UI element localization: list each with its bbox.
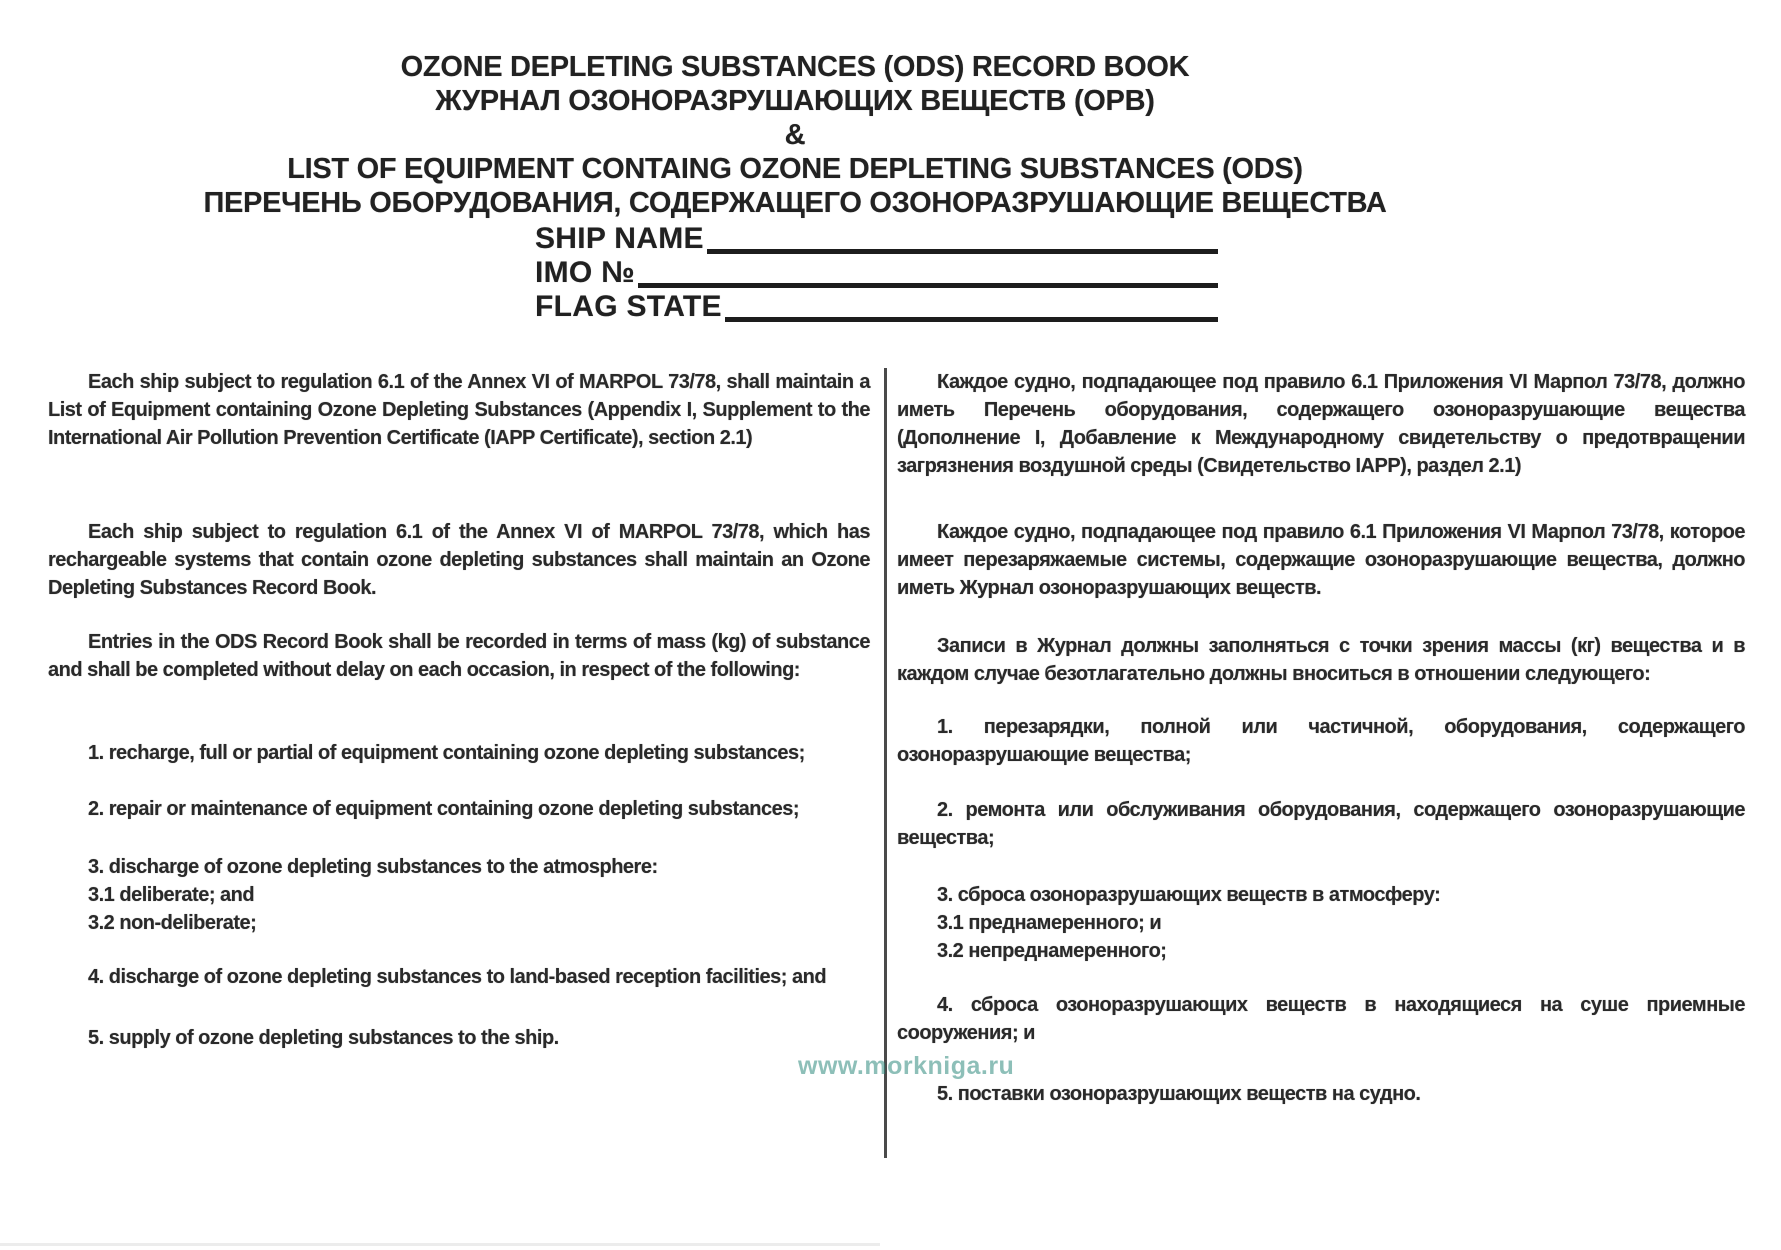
title-line-en-record-book: OZONE DEPLETING SUBSTANCES (ODS) RECORD BOOK (400, 51, 1190, 83)
watermark-morkniga: www.morkniga.ru (798, 1052, 1015, 1080)
title-line-en-list-of-equipment: LIST OF EQUIPMENT CONTAING OZONE DEPLETING SUBSTANCES (ODS) (287, 153, 1303, 185)
en-paragraph-3: Entries in the ODS Record Book shall be recorded in terms of mass (kg) of substance and shall be completed without delay on each occasion, in respect of the following: (48, 631, 870, 681)
en-paragraph-1: Each ship subject to regulation 6.1 of the Annex VI of MARPOL 73/78, shall maintain a List of Equipment containing Ozone Depleting Substances (Appendix I, Supplement to the International Air Pollution Prevention Certificate (IAPP Certificate), section 2.1) (48, 371, 870, 449)
en-item-5: 5. supply of ozone depleting substances to the ship. (88, 1027, 559, 1049)
title-line-ru-record-book: ЖУРНАЛ ОЗОНОРАЗРУШАЮЩИХ ВЕЩЕСТВ (ОРВ) (435, 85, 1155, 117)
flag-state-blank-line (725, 317, 1218, 322)
imo-number-blank-line (638, 283, 1218, 288)
ship-name-field-row (535, 222, 1218, 256)
ru-paragraph-3: Записи в Журнал должны заполняться с точки зрения массы (кг) вещества и в каждом случае безотлагательно должны вноситься в отношении следующего: (897, 635, 1745, 685)
en-item-3-group (48, 853, 870, 937)
ru-paragraph-1: Каждое судно, подпадающее под правило 6.1 Приложения VI Марпол 73/78, должно иметь Перечень оборудования, содержащего озоноразрушающие вещества (Дополнение I, Добавление к Международному свидетельству о предотвращении загрязнения воздушной среды (Свидетельство IAPP), раздел 2.1) (897, 371, 1745, 477)
en-item-3: 3. discharge of ozone depleting substances to the atmosphere: (88, 856, 658, 878)
ship-name-blank-line (707, 249, 1218, 254)
column-russian (897, 368, 1745, 1108)
en-item-4: 4. discharge of ozone depleting substances to land-based reception facilities; and (88, 966, 827, 988)
en-paragraph-2: Each ship subject to regulation 6.1 of the Annex VI of MARPOL 73/78, which has rechargeable systems that contain ozone depleting substances shall maintain an Ozone Depleting Substances Record Book. (48, 521, 870, 599)
title-ampersand: & (784, 119, 806, 151)
imo-number-label: IMO № (535, 256, 635, 289)
scan-bottom-edge (0, 1243, 880, 1246)
ru-item-3: 3. сброса озоноразрушающих веществ в атмосферу: (937, 884, 1441, 906)
ru-item-5: 5. поставки озоноразрушающих веществ на судно. (937, 1083, 1421, 1105)
ru-paragraph-2: Каждое судно, подпадающее под правило 6.1 Приложения VI Марпол 73/78, которое имеет перезаряжаемые системы, содержащие озоноразрушающие вещества, должно иметь Журнал озоноразрушающих веществ. (897, 521, 1745, 599)
ru-item-3-2: 3.2 непреднамеренного; (937, 940, 1167, 962)
flag-state-label: FLAG STATE (535, 290, 722, 323)
title-block (0, 50, 1590, 220)
imo-number-field-row (535, 256, 1218, 290)
en-item-2: 2. repair or maintenance of equipment containing ozone depleting substances; (88, 798, 800, 820)
ru-item-3-1: 3.1 преднамеренного; и (937, 912, 1162, 934)
ru-item-4: 4. сброса озоноразрушающих веществ в находящиеся на суше приемные сооружения; и (897, 994, 1745, 1044)
en-item-1: 1. recharge, full or partial of equipment containing ozone depleting substances; (88, 742, 805, 764)
ru-item-1: 1. перезарядки, полной или частичной, оборудования, содержащего озоноразрушающие вещества; (897, 716, 1745, 766)
flag-state-field-row (535, 290, 1218, 324)
title-line-ru-list-of-equipment: ПЕРЕЧЕНЬ ОБОРУДОВАНИЯ, СОДЕРЖАЩЕГО ОЗОНОРАЗРУШАЮЩИЕ ВЕЩЕСТВА (203, 187, 1387, 219)
column-english (48, 368, 870, 1052)
column-divider (884, 368, 887, 1158)
ru-item-2: 2. ремонта или обслуживания оборудования, содержащего озоноразрушающие вещества; (897, 799, 1745, 849)
ru-item-3-group (897, 881, 1745, 965)
en-item-3-1: 3.1 deliberate; and (88, 884, 255, 906)
ship-fields (535, 222, 1218, 324)
ship-name-label: SHIP NAME (535, 222, 704, 255)
en-item-3-2: 3.2 non-deliberate; (88, 912, 257, 934)
